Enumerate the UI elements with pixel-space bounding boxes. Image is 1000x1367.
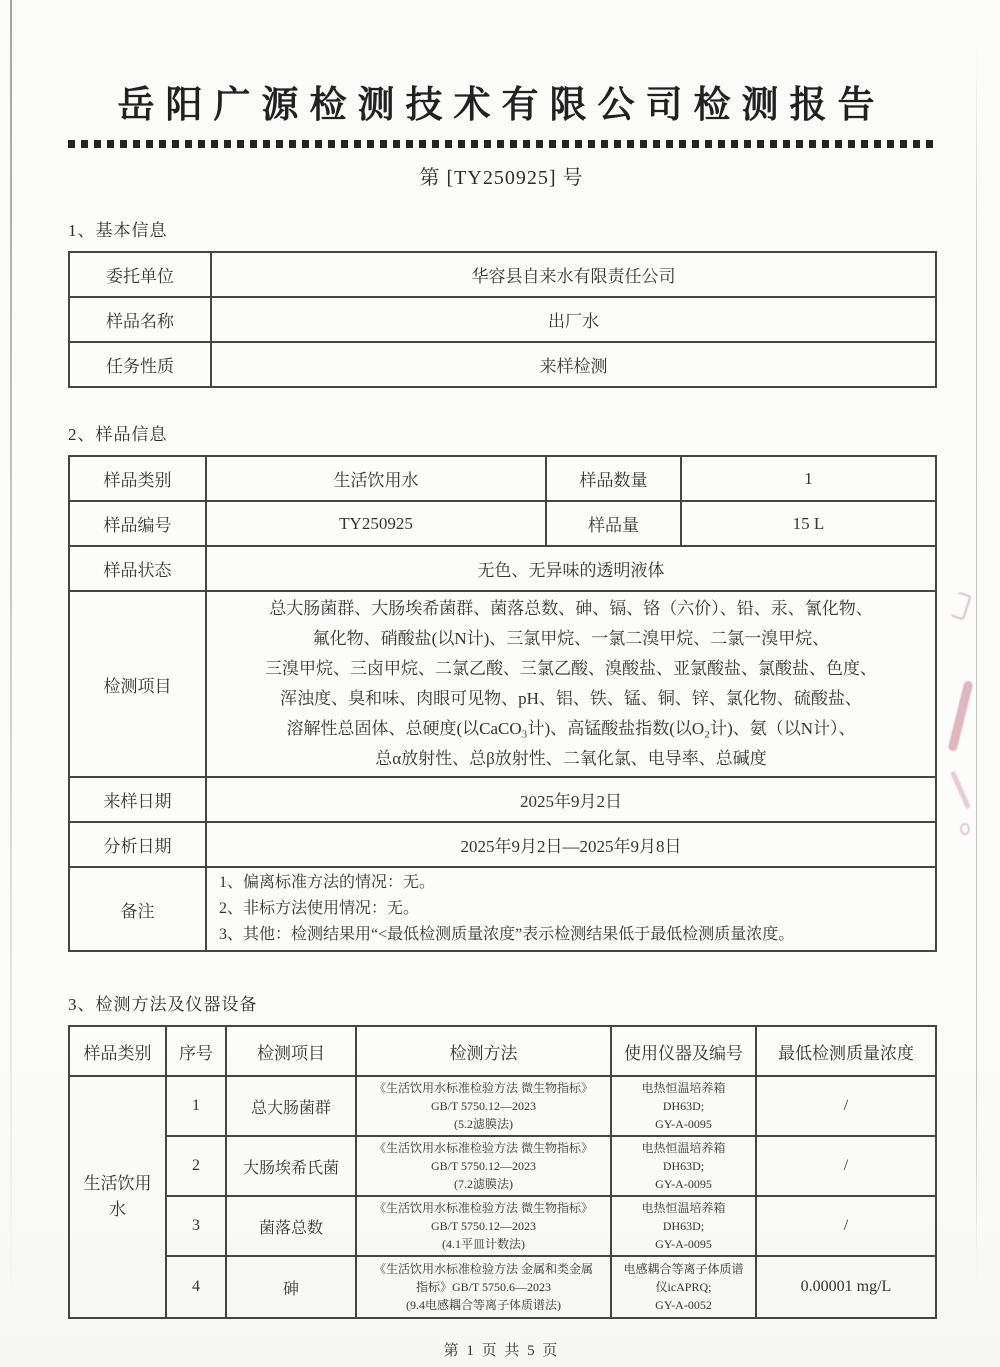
instrument-line: DH63D;	[662, 1159, 705, 1173]
instrument-line: GY-A-0095	[655, 1117, 712, 1131]
instrument-line: 仪icAPRQ;	[655, 1280, 712, 1294]
test-items-list	[206, 591, 936, 777]
field-value: 华容县自来水有限责任公司	[211, 252, 936, 297]
row-number: 1	[166, 1076, 226, 1136]
field-label: 样品类别	[69, 456, 206, 501]
remarks-content	[206, 867, 936, 951]
table-row	[69, 777, 936, 822]
detection-limit: 0.00001 mg/L	[756, 1256, 936, 1318]
table-row	[69, 1076, 936, 1136]
seal-stroke	[950, 771, 971, 810]
report-number: 第 [TY250925] 号	[419, 167, 584, 189]
test-items-line: 氟化物、硝酸盐(以N计)、三氯甲烷、一氯二溴甲烷、二氯一溴甲烷、	[312, 629, 830, 648]
instrument-line: 电热恒温培养箱	[641, 1201, 726, 1215]
report-title: 岳阳广源检测技术有限公司检测报告	[117, 85, 886, 126]
instrument-line: DH63D;	[662, 1219, 705, 1233]
test-item-name: 菌落总数	[226, 1196, 356, 1256]
field-label: 分析日期	[69, 822, 206, 867]
table-row	[69, 591, 936, 777]
column-header: 序号	[166, 1026, 226, 1076]
method-line: 《生活饮用水标准检验方法 金属和类金属	[373, 1262, 593, 1276]
field-label: 样品数量	[546, 456, 681, 501]
detection-limit: /	[756, 1196, 936, 1256]
section2-heading: 2、样品信息	[68, 425, 168, 444]
test-item-name: 砷	[226, 1256, 356, 1318]
field-value: 2025年9月2日	[206, 777, 936, 822]
table-row	[69, 1196, 936, 1256]
instrument-line: GY-A-0095	[655, 1177, 712, 1191]
method-line: (7.2滤膜法)	[454, 1177, 513, 1191]
method-line: 《生活饮用水标准检验方法 微生物指标》	[373, 1201, 593, 1215]
dotted-divider	[68, 140, 935, 148]
field-label: 样品状态	[69, 546, 206, 591]
field-label: 备注	[69, 867, 206, 951]
instrument-line: GY-A-0052	[655, 1298, 712, 1312]
test-item-name: 总大肠菌群	[226, 1076, 356, 1136]
method-line: (5.2滤膜法)	[454, 1117, 513, 1131]
section3-heading: 3、检测方法及仪器设备	[68, 995, 258, 1014]
sample-category-cell	[69, 1076, 166, 1318]
method-line: GB/T 5750.12—2023	[430, 1099, 537, 1113]
remarks-line: 2、非标方法使用情况：无。	[219, 900, 420, 917]
method-line: 《生活饮用水标准检验方法 微生物指标》	[373, 1081, 593, 1095]
field-value: 1	[681, 456, 936, 501]
test-method-cell	[356, 1076, 611, 1136]
table-row	[69, 297, 936, 342]
field-value: 15 L	[681, 501, 936, 546]
table-header-row	[69, 1026, 936, 1076]
remarks-line: 1、偏离标准方法的情况：无。	[219, 874, 436, 891]
column-header: 最低检测质量浓度	[756, 1026, 936, 1076]
method-line: GB/T 5750.12—2023	[430, 1219, 537, 1233]
scan-right-edge-line	[976, 35, 977, 1285]
table-row	[69, 822, 936, 867]
instrument-cell	[611, 1196, 756, 1256]
method-line: (4.1平皿计数法)	[442, 1237, 525, 1251]
column-header: 检测方法	[356, 1026, 611, 1076]
row-number: 3	[166, 1196, 226, 1256]
test-items-line: 浑浊度、臭和味、肉眼可见物、pH、铝、铁、锰、铜、锌、氯化物、硫酸盐、	[280, 689, 862, 708]
detection-limit: /	[756, 1136, 936, 1196]
instrument-line: 电热恒温培养箱	[641, 1081, 726, 1095]
field-label: 样品名称	[69, 297, 211, 342]
scan-left-edge-line	[10, 0, 12, 1305]
basic-info-table	[68, 251, 937, 388]
test-items-line: 总α放射性、总β放射性、二氧化氯、电导率、总碱度	[375, 749, 767, 768]
instrument-line: 电热恒温培养箱	[641, 1141, 726, 1155]
instrument-cell	[611, 1256, 756, 1318]
field-label: 来样日期	[69, 777, 206, 822]
table-row	[69, 546, 936, 591]
detection-limit: /	[756, 1076, 936, 1136]
field-value: 生活饮用水	[206, 456, 546, 501]
row-number: 4	[166, 1256, 226, 1318]
test-items-line: 总大肠菌群、大肠埃希菌群、菌落总数、砷、镉、铬（六价）、铅、汞、氰化物、	[269, 599, 873, 618]
test-items-line: 溶解性总固体、总硬度(以CaCO₃计)、高锰酸盐指数(以O₂计)、氨（以N计）、	[286, 719, 856, 738]
table-row	[69, 501, 936, 546]
table-row	[69, 342, 936, 387]
column-header: 检测项目	[226, 1026, 356, 1076]
method-line: 《生活饮用水标准检验方法 微生物指标》	[373, 1141, 593, 1155]
table-row	[69, 252, 936, 297]
method-line: 指标》GB/T 5750.6—2023	[415, 1280, 552, 1294]
field-label: 检测项目	[69, 591, 206, 777]
row-number: 2	[166, 1136, 226, 1196]
column-header: 使用仪器及编号	[611, 1026, 756, 1076]
instrument-line: 电感耦合等离子体质谱	[623, 1262, 744, 1276]
remarks-line: 3、其他：检测结果用“<最低检测质量浓度”表示检测结果低于最低检测质量浓度。	[219, 926, 795, 943]
field-label: 样品量	[546, 501, 681, 546]
table-row	[69, 1136, 936, 1196]
method-line: GB/T 5750.12—2023	[430, 1159, 537, 1173]
table-row	[69, 456, 936, 501]
method-line: (9.4电感耦合等离子体质谱法)	[406, 1298, 561, 1312]
test-items-line: 三溴甲烷、三卤甲烷、二氯乙酸、三氯乙酸、溴酸盐、亚氯酸盐、氯酸盐、色度、	[265, 659, 877, 678]
field-value: 2025年9月2日—2025年9月8日	[206, 822, 936, 867]
test-method-cell	[356, 1256, 611, 1318]
table-row	[69, 1256, 936, 1318]
field-value: 出厂水	[211, 297, 936, 342]
seal-stroke	[950, 591, 971, 620]
seal-stroke	[960, 823, 970, 835]
field-label: 任务性质	[69, 342, 211, 387]
page-indicator: 第 1 页 共 5 页	[443, 1343, 560, 1359]
section1-heading: 1、基本信息	[68, 221, 168, 240]
instrument-cell	[611, 1136, 756, 1196]
field-label: 样品编号	[69, 501, 206, 546]
test-item-name: 大肠埃希氏菌	[226, 1136, 356, 1196]
field-value: TY250925	[206, 501, 546, 546]
test-method-cell	[356, 1196, 611, 1256]
table-row	[69, 867, 936, 951]
instrument-line: DH63D;	[662, 1099, 705, 1113]
instrument-line: GY-A-0095	[655, 1237, 712, 1251]
seal-stroke	[947, 680, 973, 752]
field-value: 无色、无异味的透明液体	[206, 546, 936, 591]
red-seal-fragment	[942, 585, 976, 845]
sample-info-table	[68, 455, 937, 952]
field-value: 来样检测	[211, 342, 936, 387]
instrument-cell	[611, 1076, 756, 1136]
field-label: 委托单位	[69, 252, 211, 297]
methods-equipment-table	[68, 1025, 937, 1319]
sample-category-label: 生活饮用水	[83, 1174, 152, 1219]
column-header: 样品类别	[69, 1026, 166, 1076]
test-method-cell	[356, 1136, 611, 1196]
